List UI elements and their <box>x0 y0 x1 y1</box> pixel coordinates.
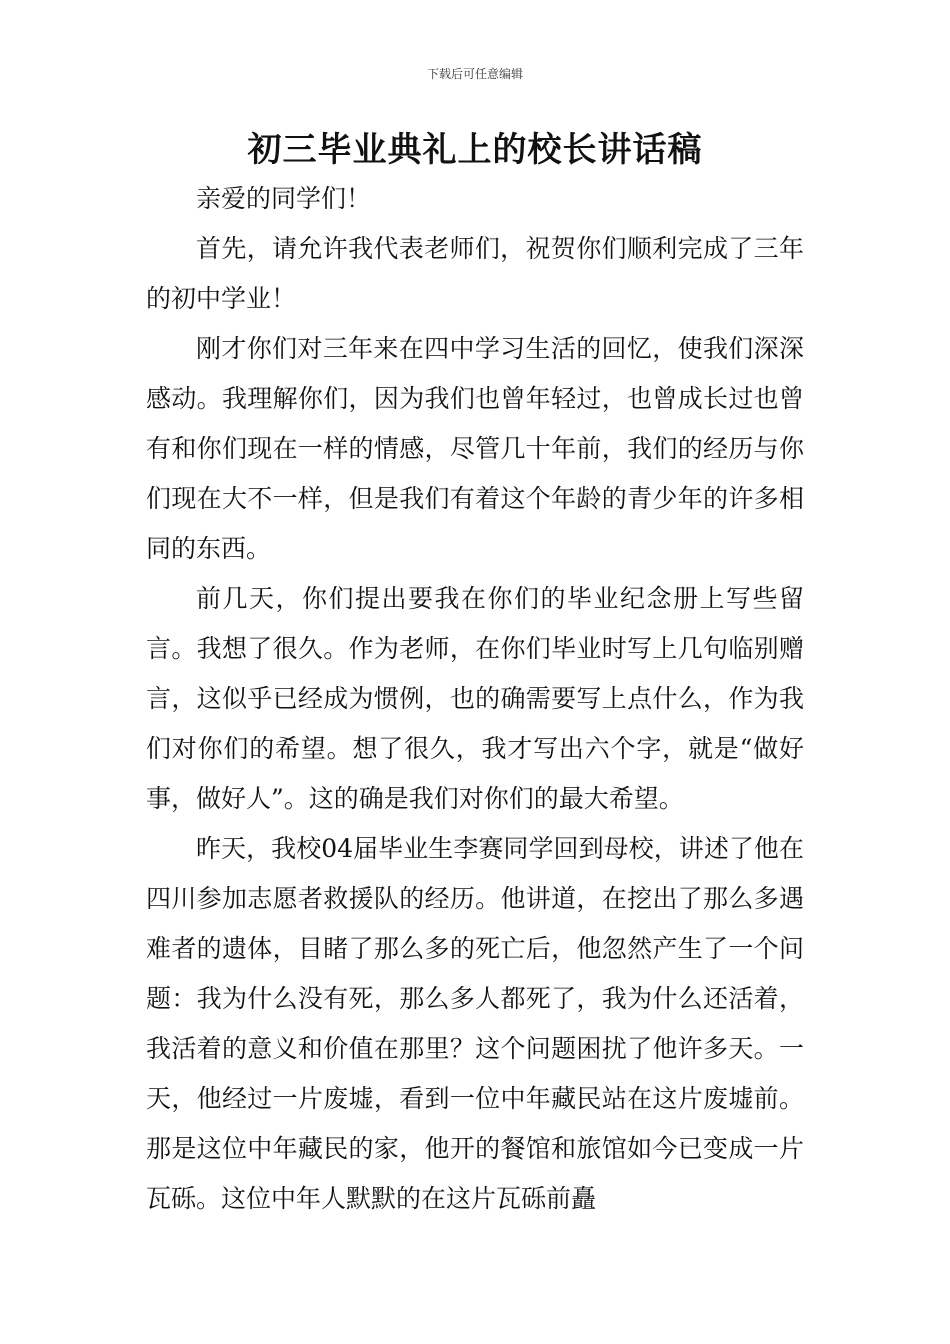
header-note: 下载后可任意编辑 <box>426 67 523 81</box>
document-title: 初三毕业典礼上的校长讲话稿 <box>247 130 703 170</box>
paragraph-memories: 刚才你们对三年来在四中学习生活的回忆，使我们深深感动。我理解你们，因为我们也曾年轻过，也曾成长过也曾有和你们现在一样的情感，尽管几十年前，我们的经历与你们现在大不一样，但是我们有着这个年龄的青少年的许多相同的东西。 <box>146 334 804 563</box>
paragraph-farewell-message: 前几天，你们提出要我在你们的毕业纪念册上写些留言。我想了很久。作为老师，在你们毕业时写上几句临别赠言，这似乎已经成为惯例，也的确需要写上点什么，作为我们对你们的希望。想了很久，我才写出六个字，就是“做好事，做好人”。这的确是我们对你们的最大希望。 <box>146 584 804 813</box>
paragraph-volunteer-story: 昨天，我校04届毕业生李赛同学回到母校，讲述了他在四川参加志愿者救援队的经历。他讲道，在挖出了那么多遇难者的遗体，目睹了那么多的死亡后，他忽然产生了一个问题：我为什么没有死，那么多人都死了，我为什么还活着，我活着的意义和价值在那里？这个问题困扰了他许多天。一天，他经过一片废墟，看到一位中年藏民站在这片废墟前。那是这位中年藏民的家，他开的餐馆和旅馆如今已变成一片瓦砾。这位中年人默默的在这片瓦砾前矗 <box>146 834 804 1213</box>
document-body <box>146 174 804 1224</box>
paragraph-congratulation: 首先，请允许我代表老师们，祝贺你们顺利完成了三年的初中学业！ <box>146 234 804 313</box>
paragraph-greeting: 亲爱的同学们！ <box>196 184 372 213</box>
